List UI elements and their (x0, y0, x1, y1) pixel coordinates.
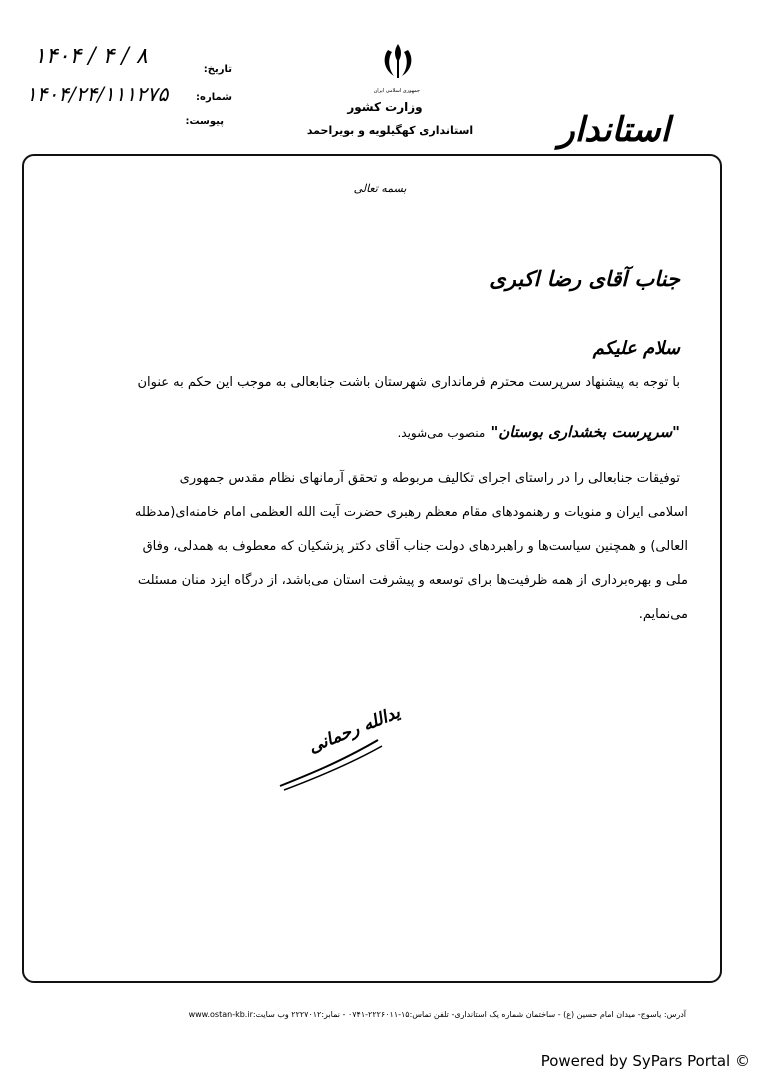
footer-address (40, 1010, 686, 1019)
paragraph-1: با توجه به پیشنهاد سرپرست محترم فرمانداری شهرستان باشت جنابعالی به موجب این حکم به عنوان (137, 375, 680, 390)
emblem (373, 40, 420, 94)
position-suffix: منصوب می‌شوید. (397, 426, 486, 440)
powered-by: Powered by SyPars Portal © (540, 1052, 750, 1070)
number-value: ۱۴۰۴/۲۴/۱۱۱۲۷۵ (26, 82, 169, 106)
bismillah: بسمه تعالی (353, 182, 407, 195)
footer-address-text: آدرس: یاسوج- میدان امام حسین (ع) - ساختمان شماره یک استانداری- تلفن تماس:۱۵-۲۲۲۶۰۱۱-۰۷۴۱ - نمابر:۲۲۲۷۰۱۲ وب سایت: (252, 1010, 686, 1019)
paragraph-2-line: می‌نمایم. (638, 607, 688, 622)
addressee: جناب آقای رضا اکبری (489, 266, 680, 291)
signature-name: یدالله رحمانی (305, 702, 404, 758)
paragraph-2-line: ملی و بهره‌برداری از همه ظرفیت‌ها برای توسعه و پیشرفت استان می‌باشد، از درگاه ایزد منان مسئلت (137, 573, 688, 588)
signature-stroke-icon (270, 708, 400, 798)
footer-website[interactable]: www.ostan-kb.ir (188, 1010, 253, 1019)
iran-emblem-icon (376, 40, 420, 84)
paragraph-2-line: اسلامی ایران و منویات و رهنمودهای مقام معظم رهبری حضرت آیت الله العظمی امام خامنه‌ای(مدظله (134, 505, 688, 520)
date-value: ۱۴۰۴ / ۴ / ۸ (34, 44, 148, 69)
paragraph-2-line: توفیقات جنابعالی را در راستای اجرای تکالیف مربوطه و تحقق آرمانهای نظام مقدس جمهوری (179, 471, 680, 486)
office-name: استانداری کهگیلویه و بویراحمد (306, 124, 474, 137)
paragraph-2 (88, 462, 688, 632)
date-label: تاریخ: (203, 64, 232, 75)
signature (270, 702, 404, 798)
number-label: شماره: (196, 92, 232, 103)
greeting: سلام علیکم (592, 338, 680, 359)
ministry-name: وزارت کشور (347, 100, 423, 114)
title-logo: استاندار (558, 110, 670, 150)
emblem-caption: جمهوری اسلامی ایران (373, 88, 420, 94)
position-line (330, 422, 680, 441)
paragraph-2-line: العالی) و همچنین سیاست‌ها و راهبردهای دولت جناب آقای دکتر پزشکیان که معطوف به همدلی، وفاق (142, 539, 688, 554)
position-title: "سرپرست بخشداری بوستان" (490, 423, 680, 441)
attachment-label: پیوست: (185, 116, 224, 127)
